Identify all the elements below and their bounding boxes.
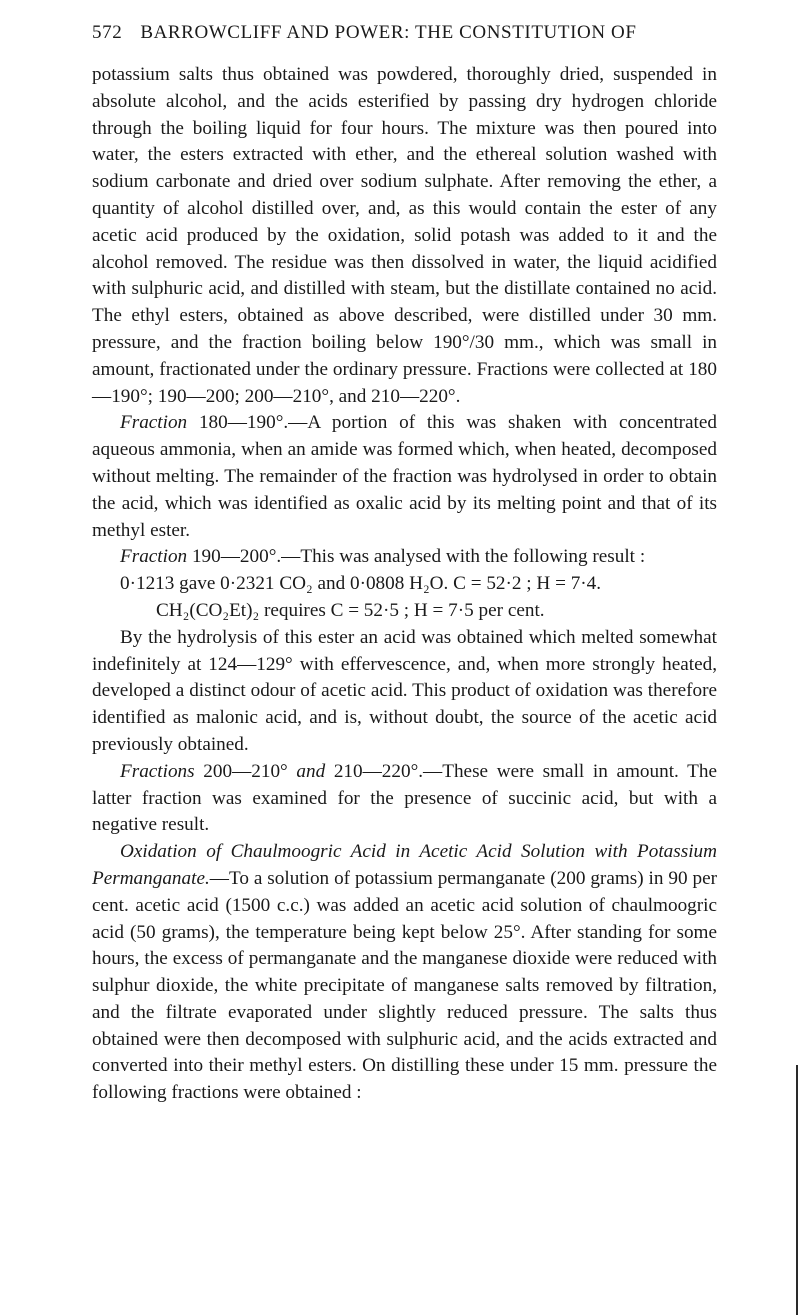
fractions-heading: Fractions [120, 760, 195, 782]
body-text [92, 62, 717, 1107]
paragraph-fraction-180-190: Fraction 180—190°.—A portion of this was shaken with concentrated aqueous ammonia, when an amide was formed which, when heated, decomposed without melting. The remainder of the fraction was hydrolysed in order to obtain the acid, which was identified as oxalic acid by its melting point and that of its methyl ester. [92, 412, 717, 541]
paragraph-esterification: potassium salts thus obtained was powdered, thoroughly dried, suspended in absolute alcohol, and the acids esterified by passing dry hydrogen chloride through the boiling liquid for four hours. The mixture was then poured into water, the esters extracted with ether, and the ethereal solution washed with sodium carbonate and dried over sodium sulphate. After removing the ether, a quantity of alcohol distilled over, and, as this would contain the ester of any acetic acid produced by the oxidation, solid potash was added to it and the alcohol removed. The residue was then dissolved in water, the liquid acidified with sulphuric acid, and distilled with steam, but the distillate contained no acid. The ethyl esters, obtained as above described, were distilled under 30 mm. pressure, and the fraction boiling below 190°/30 mm., which was small in amount, fractionated under the ordinary pressure. Fractions were collected at 180—190°; 190—200; 200—210°, and 210—220°. [92, 64, 717, 407]
running-title: BARROWCLIFF AND POWER: THE CONSTITUTION OF [140, 22, 637, 43]
fraction-heading: Fraction [120, 546, 188, 568]
scan-edge-line [796, 1065, 798, 1315]
paragraph-malonic-acid: By the hydrolysis of this ester an acid was obtained which melted somewhat indefinitely at 124—129° with effervescence, and, when more strongly heated, developed a distinct odour of acetic acid. This product of oxidation was therefore identified as malonic acid, and is, without doubt, the source of the acetic acid previously obtained. [92, 626, 717, 755]
paragraph-fraction-190-200: Fraction 190—200°.—This was analysed with the following result : [120, 546, 646, 568]
section-heading: Oxidation of Chaulmoogric Acid in Acetic Acid Solution with Potassium Permanganate. [92, 841, 717, 889]
analysis-found: 0·1213 gave 0·2321 CO₂ and 0·0808 H₂O. C = 52·2 ; H = 7·4. [120, 573, 602, 595]
fraction-heading: Fraction [120, 412, 188, 434]
paragraph-oxidation-permanganate: Oxidation of Chaulmoogric Acid in Acetic Acid Solution with Potassium Permanganate.—To a solution of potassium permanganate (200 grams) in 90 per cent. acetic acid (1500 c.c.) was added an acetic acid solution of chaulmoogric acid (50 grams), the temperature being kept below 25°. After standing for some hours, the excess of permanganate and the manganese dioxide were reduced with sulphur dioxide, the white precipitate of manganese salts removed by filtration, and the filtrate evaporated under slightly reduced pressure. The salts thus obtained were then decomposed with sulphuric acid, and the acids extracted and converted into their methyl esters. On distilling these under 15 mm. pressure the following fractions were obtained : [92, 841, 717, 1104]
paragraph-fractions-200-220: Fractions 200—210° and 210—220°.—These were small in amount. The latter fraction was examined for the presence of succinic acid, but with a negative result. [92, 760, 717, 836]
analysis-required: CH₂(CO₂Et)₂ requires C = 52·5 ; H = 7·5 per cent. [156, 599, 545, 621]
running-header [92, 22, 716, 44]
page-number: 572 [92, 22, 123, 43]
